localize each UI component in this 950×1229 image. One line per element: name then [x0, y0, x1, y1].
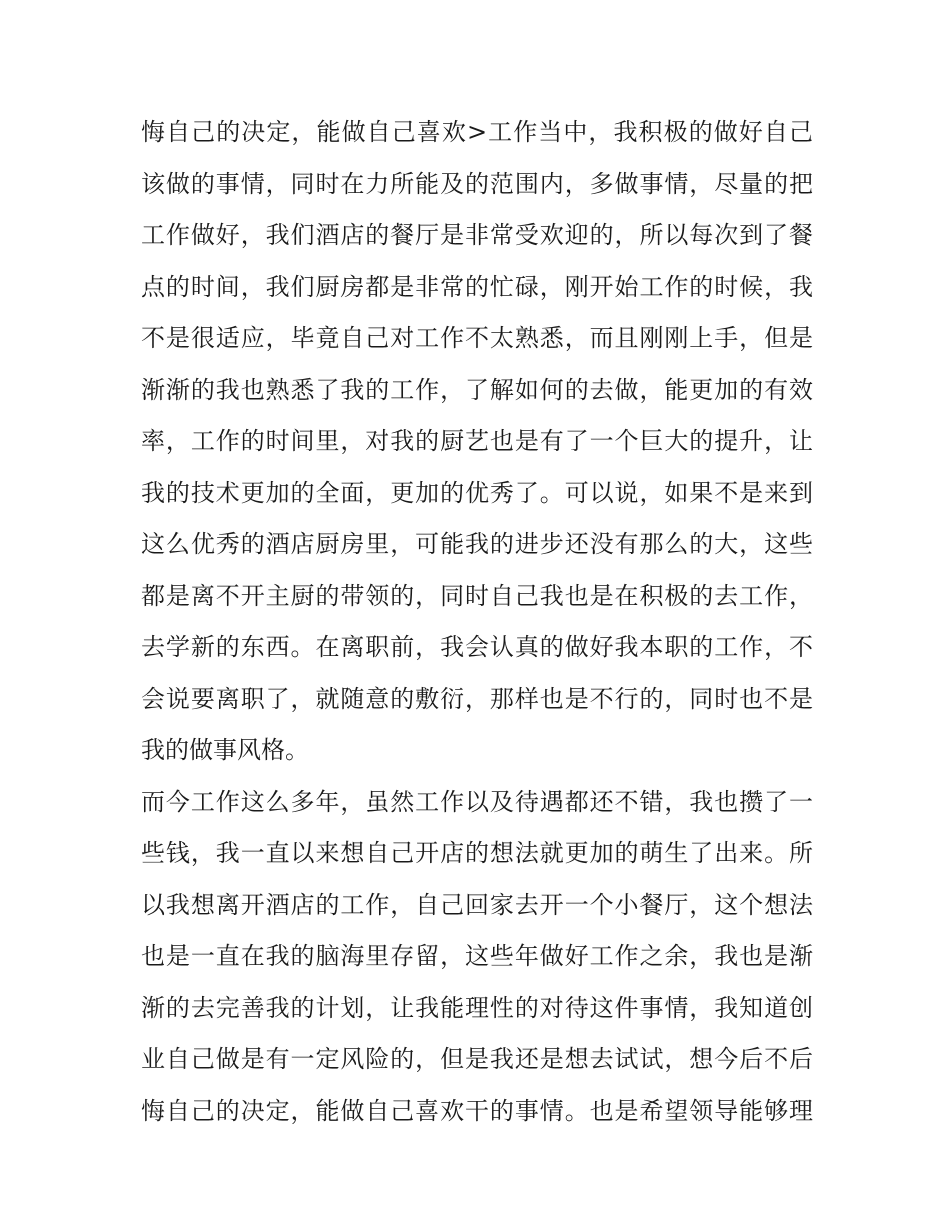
text-line: 渐渐的我也熟悉了我的工作，了解如何的去做，能更加的有效 — [141, 375, 813, 404]
text-line: 率，工作的时间里，对我的厨艺也是有了一个巨大的提升，让 — [141, 427, 813, 455]
text-line: 点的时间，我们厨房都是非常的忙碌，刚开始工作的时候，我 — [141, 272, 813, 301]
text-line: 工作做好，我们酒店的餐厅是非常受欢迎的，所以每次到了餐 — [141, 221, 813, 249]
text-line: 以我想离开酒店的工作，自己回家去开一个小餐厅，这个想法 — [141, 890, 813, 919]
text-line: 而今工作这么多年，虽然工作以及待遇都还不错，我也攒了一 — [141, 787, 813, 816]
text-line: 悔自己的决定，能做自己喜欢干的事情。也是希望领导能够理 — [141, 1096, 813, 1125]
text-line: 都是离不开主厨的带领的，同时自己我也是在积极的去工作， — [141, 581, 813, 610]
text-line: 悔自己的决定，能做自己喜欢>工作当中，我积极的做好自己 — [141, 118, 813, 146]
text-line: 这么优秀的酒店厨房里，可能我的进步还没有那么的大，这些 — [141, 530, 813, 558]
text-line: 该做的事情，同时在力所能及的范围内，多做事情，尽量的把 — [141, 169, 813, 198]
text-line: 我的做事风格。 — [141, 736, 309, 764]
text-line: 些钱，我一直以来想自己开店的想法就更加的萌生了出来。所 — [141, 839, 813, 867]
text-line: 不是很适应，毕竟自己对工作不太熟悉，而且刚刚上手，但是 — [141, 324, 813, 352]
text-line: 渐的去完善我的计划，让我能理性的对待这件事情，我知道创 — [141, 993, 813, 1022]
text-line: 我的技术更加的全面，更加的优秀了。可以说，如果不是来到 — [141, 478, 813, 507]
document-body — [141, 107, 813, 1137]
text-line: 业自己做是有一定风险的，但是我还是想去试试，想今后不后 — [141, 1045, 813, 1073]
text-line: 会说要离职了，就随意的敷衍，那样也是不行的，同时也不是 — [141, 684, 813, 713]
text-line: 也是一直在我的脑海里存留，这些年做好工作之余，我也是渐 — [141, 942, 813, 970]
text-line: 去学新的东西。在离职前，我会认真的做好我本职的工作，不 — [141, 633, 813, 661]
